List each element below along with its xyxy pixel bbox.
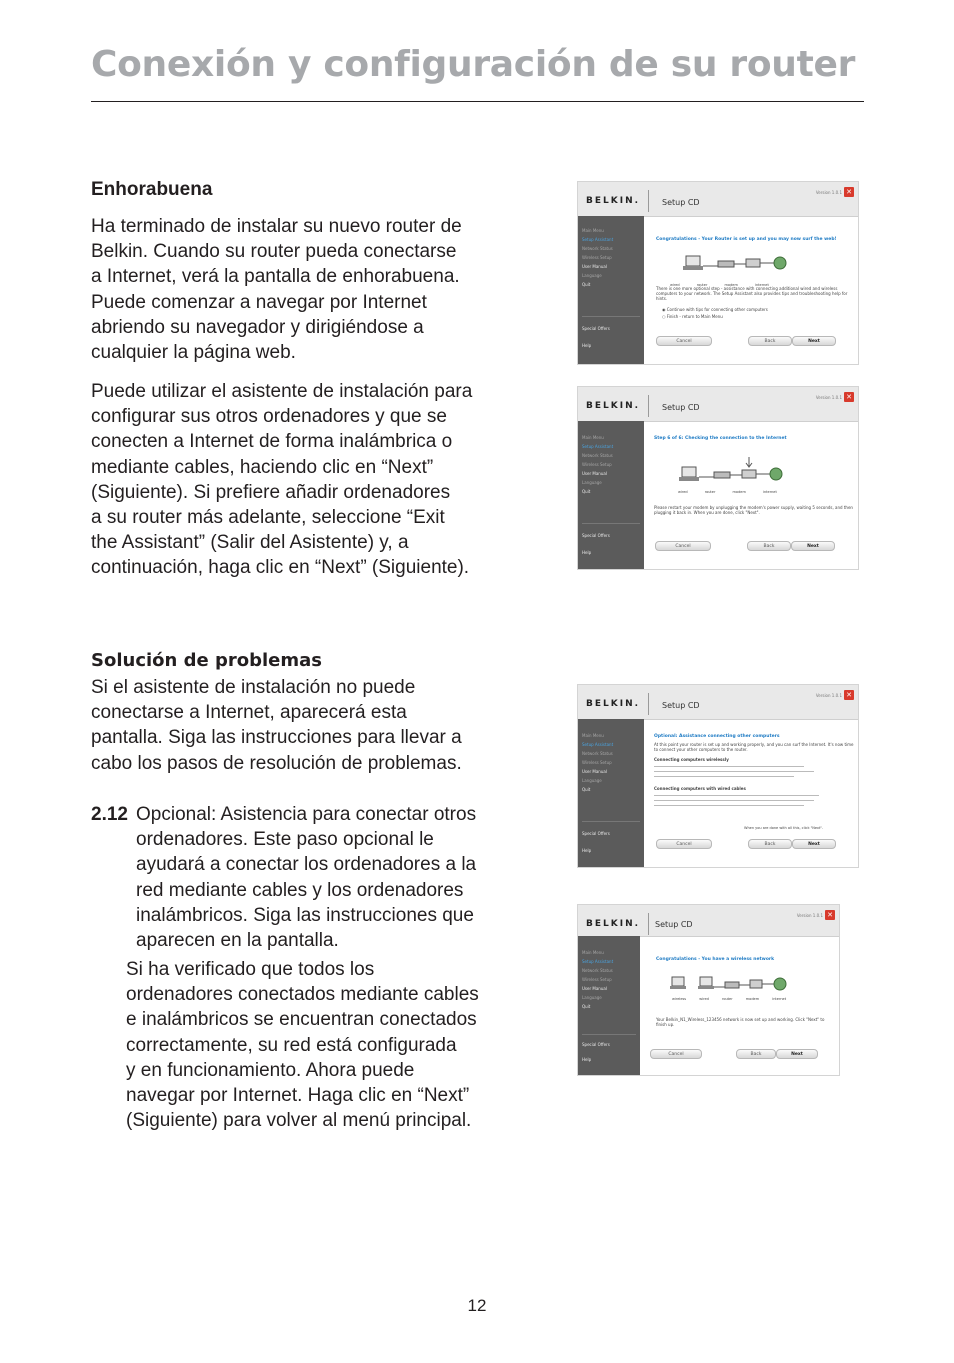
wired-details-placeholder xyxy=(654,792,854,806)
line: mediante cables, haciendo clic en “Next” xyxy=(91,456,434,478)
sidebar-item[interactable]: Wireless Setup xyxy=(582,462,612,467)
subheading-wireless: Connecting computers wirelessly xyxy=(654,757,729,762)
line: aparecen en la pantalla. xyxy=(136,930,339,952)
screen-title: Setup CD xyxy=(662,701,700,710)
line: cabo los pasos de resolución de problemas. xyxy=(91,752,462,774)
sidebar-item[interactable]: Main Menu xyxy=(582,228,604,233)
sidebar-item[interactable]: Setup Assistant xyxy=(582,237,614,242)
sidebar-item[interactable]: Quit xyxy=(582,1004,591,1009)
sidebar-item[interactable]: User Manual xyxy=(582,986,607,991)
version-label: Version 1.0.1 xyxy=(796,913,823,918)
screen-sidebar xyxy=(578,719,644,867)
screen-body: There is one more optional step - assistance with connecting additional wired and wireless computers to your network. The Setup Assistant also provides tips and troubleshooting help for hints. xyxy=(656,286,848,301)
next-button[interactable]: Next xyxy=(792,839,836,849)
sidebar-item[interactable]: Setup Assistant xyxy=(582,742,614,747)
sidebar-item[interactable]: Quit xyxy=(582,282,591,287)
line: conectarse a Internet, aparecerá esta xyxy=(91,702,407,724)
screen-heading: Step 6 of 6: Checking the connection to the Internet xyxy=(654,436,787,441)
sidebar-item[interactable]: Main Menu xyxy=(582,435,604,440)
line: abriendo su navegador y dirigiéndose a xyxy=(91,316,424,338)
line: red mediante cables y los ordenadores xyxy=(136,879,464,901)
sidebar-item[interactable]: User Manual xyxy=(582,769,607,774)
sidebar-item[interactable]: Language xyxy=(582,480,602,485)
wireless-network-diagram-icon xyxy=(670,969,800,999)
screenshot-wireless-network xyxy=(577,904,840,1076)
sidebar-item[interactable]: Special Offers xyxy=(582,1042,610,1047)
screen-heading: Optional: Assistance connecting other computers xyxy=(654,734,780,739)
sidebar-item[interactable]: Special Offers xyxy=(582,326,610,331)
sidebar-item[interactable]: Setup Assistant xyxy=(582,959,614,964)
sidebar-item[interactable]: Help xyxy=(582,1057,592,1062)
device-labels: wireless wired router modem internet xyxy=(672,997,787,1001)
page-title: Conexión y configuración de su router xyxy=(91,44,856,85)
close-icon[interactable]: ✕ xyxy=(844,187,854,197)
sidebar-item[interactable]: Setup Assistant xyxy=(582,444,614,449)
sidebar-item[interactable]: Network Status xyxy=(582,751,613,756)
screen-title: Setup CD xyxy=(662,198,700,207)
back-button[interactable]: Back xyxy=(748,839,792,849)
sidebar-item[interactable]: Network Status xyxy=(582,246,613,251)
screen-body: Your Belkin_N1_Wireless_123456 network is now set up and working. Click "Next" to finish up. xyxy=(656,1017,825,1027)
page-number: 12 xyxy=(467,1296,487,1315)
sidebar-item[interactable]: Network Status xyxy=(582,453,613,458)
line: Ha terminado de instalar su nuevo router de xyxy=(91,216,462,237)
sidebar-item[interactable]: User Manual xyxy=(582,471,607,476)
option-continue[interactable]: ◉ Continue with tips for connecting other computers xyxy=(662,307,768,312)
line: Si ha verificado que todos los xyxy=(126,959,375,980)
title-rule xyxy=(91,101,864,102)
sidebar-item[interactable]: Wireless Setup xyxy=(582,977,612,982)
option-finish[interactable]: ○ Finish - return to Main Menu xyxy=(662,314,723,319)
sidebar-item[interactable]: Language xyxy=(582,273,602,278)
device-labels: wired router modem internet xyxy=(678,490,777,494)
line: Si el asistente de instalación no puede xyxy=(91,677,416,698)
paragraph-intro xyxy=(91,214,561,365)
step-number: 2.12 xyxy=(91,804,128,825)
screen-body: At this point your router is set up and working properly, and you can surf the Internet. It's now time to connect your other computers to the router. xyxy=(654,742,854,752)
sidebar-item[interactable]: Help xyxy=(582,343,592,348)
close-icon[interactable]: ✕ xyxy=(844,392,854,402)
next-button[interactable]: Next xyxy=(792,336,836,346)
line: the Assistant” (Salir del Asistente) y, a xyxy=(91,532,409,554)
close-icon[interactable]: ✕ xyxy=(844,690,854,700)
heading-troubleshooting: Solución de problemas xyxy=(91,650,322,671)
subheading-wired: Connecting computers with wired cables xyxy=(654,786,746,791)
wireless-details-placeholder xyxy=(654,763,854,777)
line: a su router más adelante, seleccione “Exit xyxy=(91,507,445,529)
sidebar-item[interactable]: Special Offers xyxy=(582,533,610,538)
next-button[interactable]: Next xyxy=(776,1049,818,1059)
paragraph-assistant xyxy=(91,379,561,581)
line: (Siguiente) para volver al menú principal. xyxy=(126,1110,472,1132)
screen-body: Please restart your modem by unplugging the modem's power supply, waiting 5 seconds, and then plugging it back in. When you are done, click "Next". xyxy=(654,505,853,515)
sidebar-item[interactable]: Wireless Setup xyxy=(582,760,612,765)
line: (Siguiente). Si prefiere añadir ordenadores xyxy=(91,481,451,503)
screen-header xyxy=(578,905,839,937)
line: configurar sus otros ordenadores y que se xyxy=(91,406,447,428)
belkin-logo: BELKIN. xyxy=(586,699,641,709)
belkin-logo: BELKIN. xyxy=(586,401,641,411)
close-icon[interactable]: ✕ xyxy=(825,910,835,920)
line: pantalla. Siga las instrucciones para llevar a xyxy=(91,727,462,749)
sidebar-item[interactable]: Main Menu xyxy=(582,733,604,738)
version-label: Version 1.0.1 xyxy=(815,395,842,400)
done-note: When you are done with all this, click "Next". xyxy=(744,826,824,830)
line: conecten a Internet de forma inalámbrica o xyxy=(91,431,453,453)
screen-sidebar xyxy=(578,421,644,569)
line: e inalámbricos se encuentran conectados xyxy=(126,1009,477,1031)
sidebar-item[interactable]: Quit xyxy=(582,489,591,494)
line: Puede utilizar el asistente de instalación para xyxy=(91,381,473,402)
sidebar-item[interactable]: Special Offers xyxy=(582,831,610,836)
screen-sidebar xyxy=(578,936,640,1075)
screenshot-checking-connection xyxy=(577,386,859,570)
line: ordenadores conectados mediante cables xyxy=(126,984,479,1006)
screen-header xyxy=(578,182,858,217)
belkin-logo: BELKIN. xyxy=(586,919,641,929)
line: navegar por Internet. Haga clic en “Next” xyxy=(126,1085,470,1107)
screen-title: Setup CD xyxy=(655,920,693,929)
line: continuación, haga clic en “Next” (Siguiente). xyxy=(91,557,470,579)
next-button[interactable]: Next xyxy=(791,541,835,551)
line: correctamente, su red está configurada xyxy=(126,1034,457,1056)
line: cualquier la página web. xyxy=(91,342,296,364)
version-label: Version 1.0.1 xyxy=(815,190,842,195)
screenshot-congratulations xyxy=(577,181,859,365)
screen-header xyxy=(578,387,858,422)
back-button[interactable]: Back xyxy=(736,1049,776,1059)
screenshot-optional-assistance xyxy=(577,684,859,868)
screen-header xyxy=(578,685,858,720)
version-label: Version 1.0.1 xyxy=(815,693,842,698)
sidebar-item[interactable]: Network Status xyxy=(582,968,613,973)
paragraph-troubleshooting xyxy=(91,675,561,776)
line: inalámbricos. Siga las instrucciones que xyxy=(136,904,474,926)
line: ordenadores. Este paso opcional le xyxy=(136,829,434,851)
device-labels: wired router modem internet xyxy=(670,283,769,287)
heading-enhorabuena: Enhorabuena xyxy=(91,179,213,200)
line: Puede comenzar a navegar por Internet xyxy=(91,291,427,313)
paragraph-final xyxy=(126,957,566,1133)
screen-heading: Congratulations - Your Router is set up and you may now surf the web! xyxy=(656,237,837,242)
line: Opcional: Asistencia para conectar otros xyxy=(136,804,477,825)
cancel-button[interactable]: Cancel xyxy=(656,839,712,849)
line: y en funcionamiento. Ahora puede xyxy=(126,1059,415,1081)
sidebar-item[interactable]: Help xyxy=(582,848,592,853)
belkin-logo: BELKIN. xyxy=(586,196,641,206)
sidebar-item[interactable]: Help xyxy=(582,550,592,555)
sidebar-item[interactable]: Quit xyxy=(582,787,591,792)
step-2-12 xyxy=(91,802,531,953)
sidebar-item[interactable]: Wireless Setup xyxy=(582,255,612,260)
line: Belkin. Cuando su router pueda conectarse xyxy=(91,241,457,263)
network-diagram-icon xyxy=(678,248,798,282)
line: a Internet, verá la pantalla de enhorabuena. xyxy=(91,266,460,288)
screen-title: Setup CD xyxy=(662,403,700,412)
line: ayudará a conectar los ordenadores a la xyxy=(136,854,477,876)
sidebar-item[interactable]: User Manual xyxy=(582,264,607,269)
cancel-button[interactable]: Cancel xyxy=(655,541,711,551)
sidebar-item[interactable]: Main Menu xyxy=(582,950,604,955)
cancel-button[interactable]: Cancel xyxy=(656,336,712,346)
screen-heading: Congratulations - You have a wireless network xyxy=(656,957,775,962)
back-button[interactable]: Back xyxy=(748,336,792,346)
network-diagram-icon xyxy=(674,455,794,489)
back-button[interactable]: Back xyxy=(747,541,791,551)
sidebar-item[interactable]: Language xyxy=(582,995,602,1000)
sidebar-item[interactable]: Language xyxy=(582,778,602,783)
screen-sidebar xyxy=(578,216,644,364)
cancel-button[interactable]: Cancel xyxy=(650,1049,702,1059)
